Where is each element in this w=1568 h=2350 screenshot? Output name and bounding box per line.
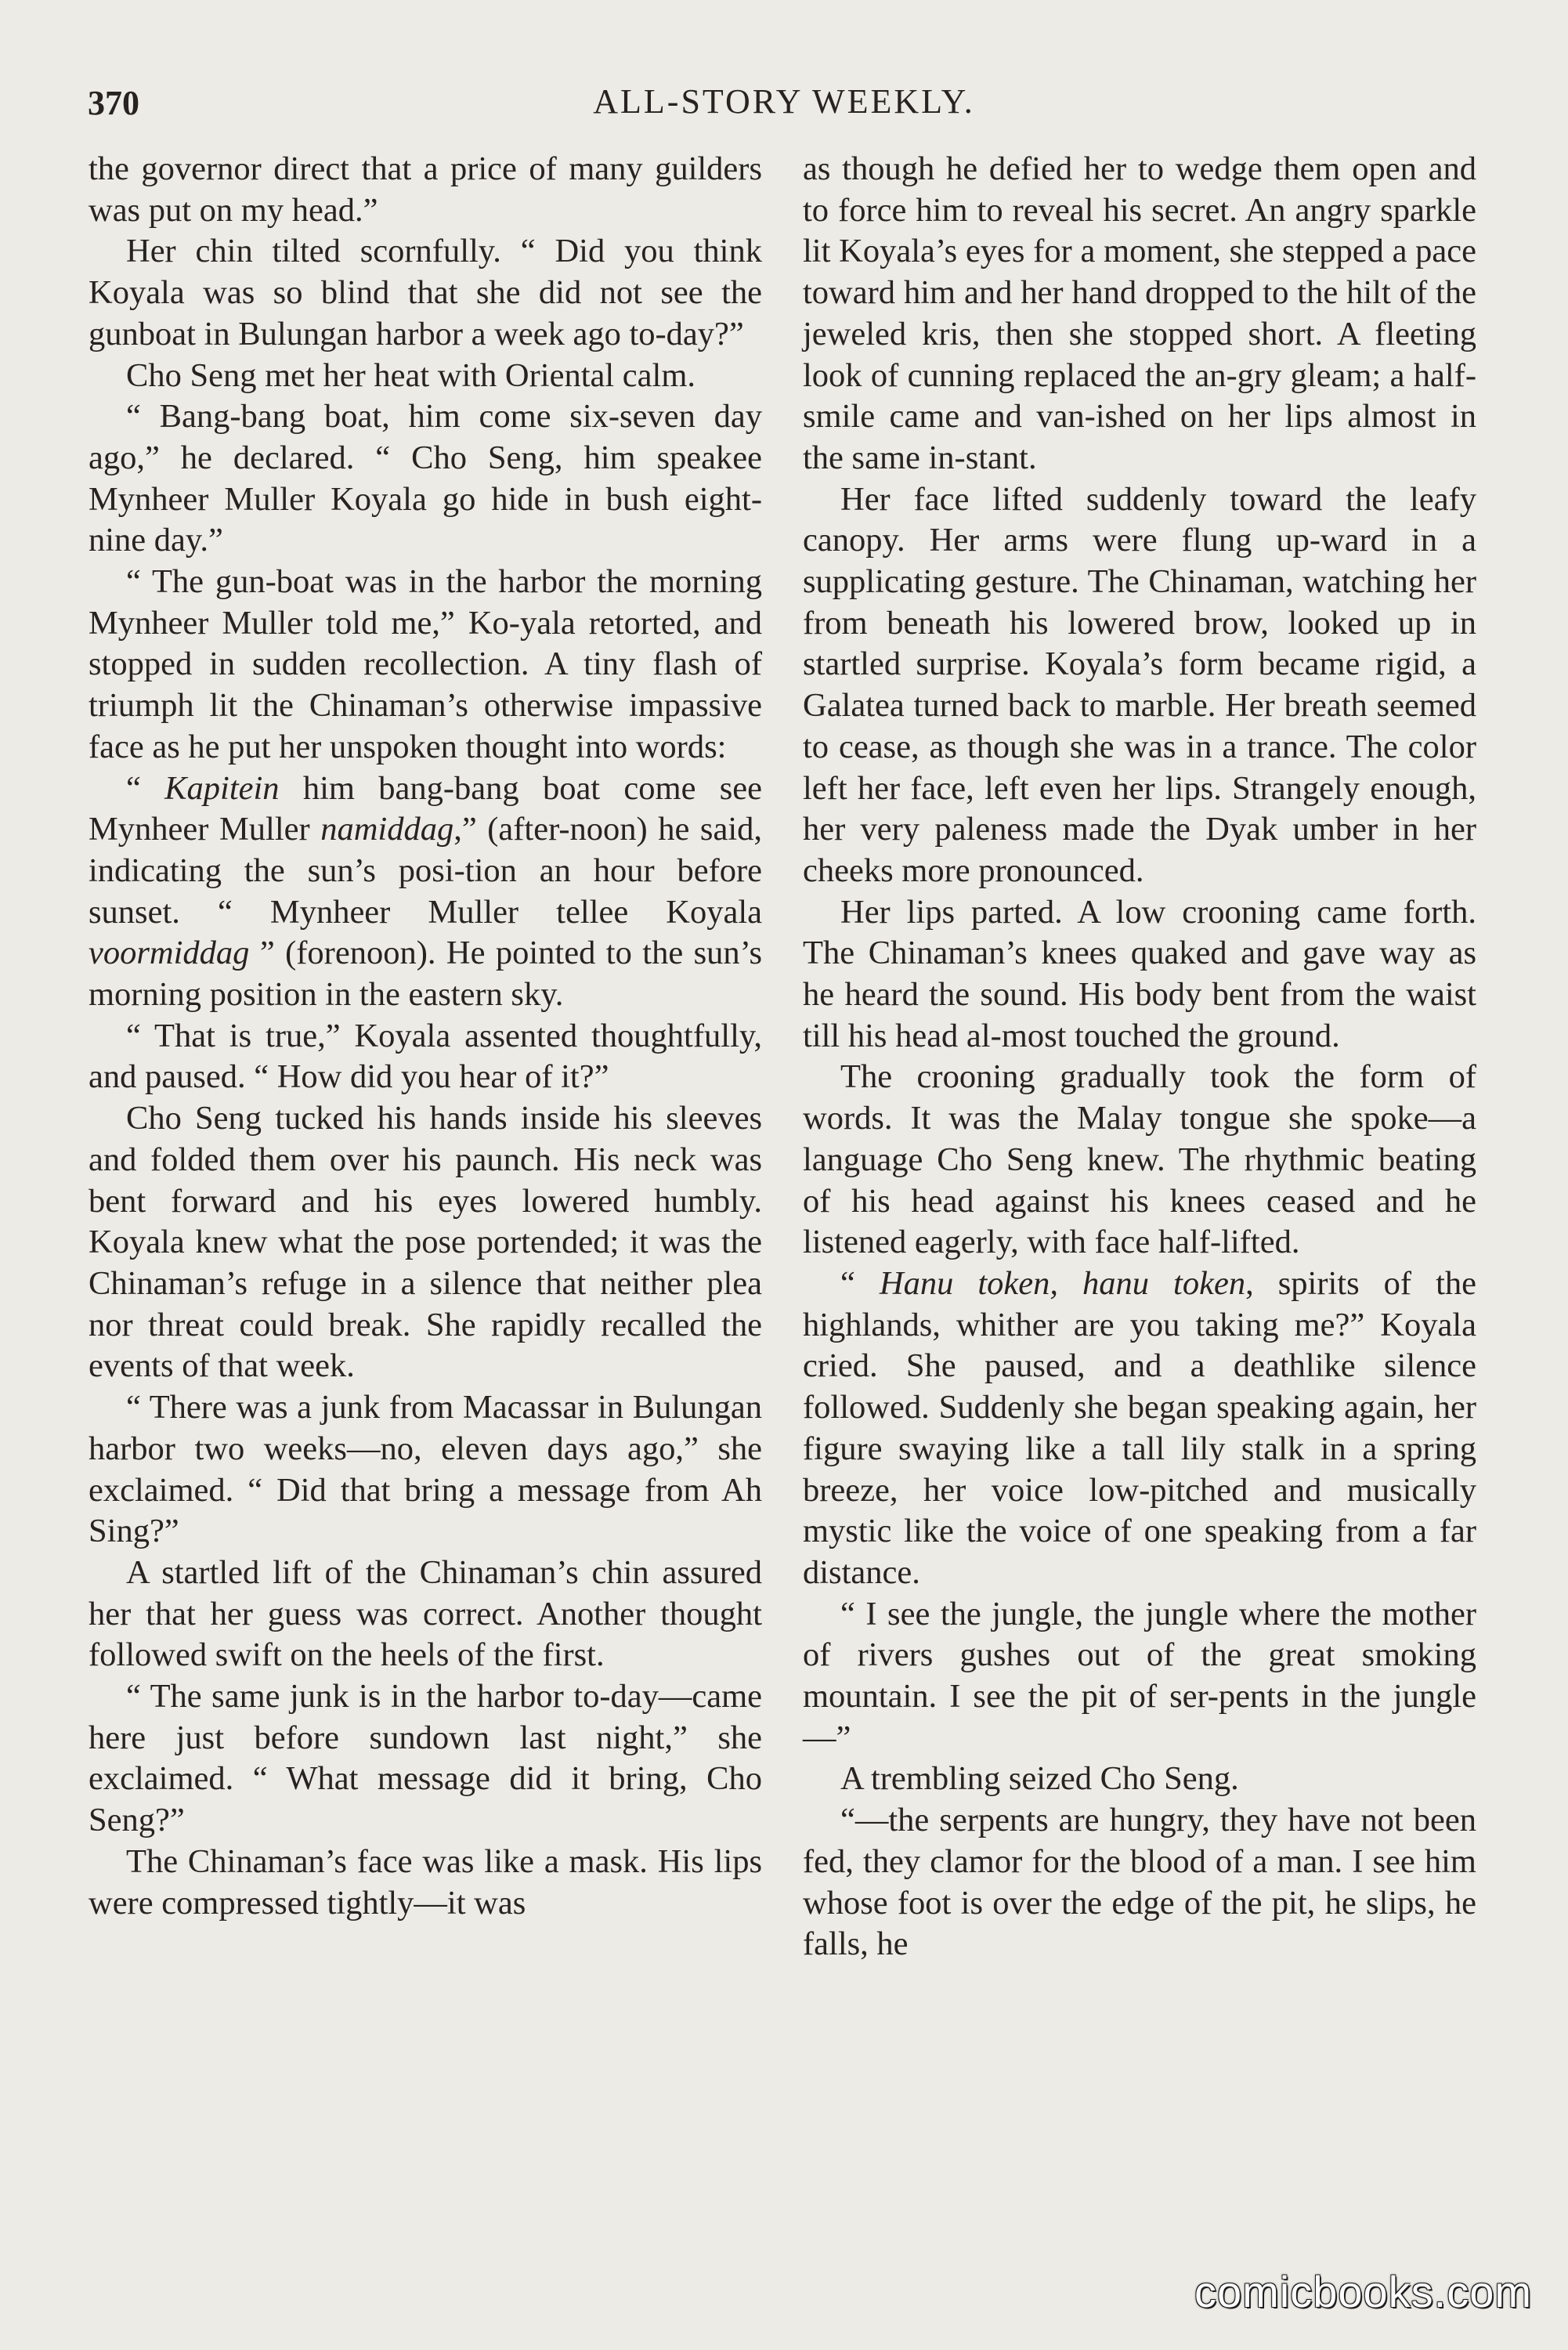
paragraph: Her face lifted suddenly toward the leafy canopy. Her arms were flung up-ward in a supplicating gesture. The Chinaman, watching her from beneath his lowered brow, looked up in startled surprise. Koyala’s form became rigid, a Galatea turned back to marble. Her breath seemed to cease, as though she was in a trance. The color left her face, left even her lips. Strangely enough, her very paleness made the Dyak umber in her cheeks more pronounced. [803, 480, 1476, 889]
text-column-left [89, 149, 762, 1924]
paragraph: Her chin tilted scornfully. “ Did you think Koyala was so blind that she did not see the gunboat in Bulungan harbor a week ago to-day?” [89, 233, 762, 352]
paragraph: “ I see the jungle, the jungle where the mother of rivers gushes out of the great smoking mountain. I see the pit of ser-pents in the jungle—” [803, 1595, 1476, 1756]
page-number: 370 [88, 84, 139, 122]
paragraph: “ There was a junk from Macassar in Bulungan harbor two weeks—no, eleven days ago,” she exclaimed. “ Did that bring a message from Ah Sing?” [89, 1389, 762, 1550]
paragraph: “—the serpents are hungry, they have not been fed, they clamor for the blood of a man. I see him whose foot is over the edge of the pit, he slips, he falls, he [803, 1802, 1476, 1963]
paragraph: Cho Seng met her heat with Oriental calm. [126, 356, 696, 394]
watermark: comicbooks.com [1194, 2267, 1532, 2316]
paragraph: Her lips parted. A low crooning came forth. The Chinaman’s knees quaked and gave way as he heard the sound. His body bent from the waist till his head al-most touched the ground. [803, 893, 1476, 1054]
text-column-right [803, 149, 1476, 1965]
paragraph: “ Hanu token, hanu token, spirits of the highlands, whither are you taking me?” Koyala cried. She paused, and a deathlike silence followed. Suddenly she began speaking again, her figure swaying like a tall lily stalk in a spring breeze, her voice low-pitched and musically mystic like the voice of one speaking from a far distance. [803, 1264, 1477, 1591]
paragraph: Cho Seng tucked his hands inside his sleeves and folded them over his paunch. His neck was bent forward and his eyes lowered humbly. Koyala knew what the pose portended; it was the Chinaman’s refuge in a silence that neither plea nor threat could break. She rapidly recalled the events of that week. [89, 1100, 762, 1385]
paragraph: The crooning gradually took the form of words. It was the Malay tongue she spoke—a language Cho Seng knew. The rhythmic beating of his head against his knees ceased and he listened eagerly, with face half-lifted. [803, 1058, 1476, 1261]
paragraph: the governor direct that a price of many guilders was put on my head.” [89, 150, 762, 229]
paragraph: “ The same junk is in the harbor to-day—came here just before sundown last night,” she exclaimed. “ What message did it bring, Cho Seng?” [89, 1678, 762, 1839]
paragraph: “ The gun-boat was in the harbor the morning Mynheer Muller told me,” Ko-yala retorted, and stopped in sudden recollection. A tiny flash of triumph lit the Chinaman’s otherwise impassive face as he put her unspoken thought into words: [89, 563, 762, 765]
paragraph: A trembling seized Cho Seng. [840, 1760, 1239, 1798]
paragraph: The Chinaman’s face was like a mask. His lips were compressed tightly—it was [89, 1842, 762, 1922]
paragraph: “ That is true,” Koyala assented thoughtfully, and paused. “ How did you hear of it?” [89, 1017, 762, 1096]
running-head-title: ALL-STORY WEEKLY. [593, 82, 975, 121]
paragraph: “ Kapitein him bang-bang boat come see Mynheer Muller namiddag,” (after-noon) he said, indicating the sun’s posi-tion an hour before sunset. “ Mynheer Muller tellee Koyala voormiddag ” (forenoon). He pointed to the sun’s morning position in the eastern sky. [89, 769, 763, 1014]
paragraph: A startled lift of the Chinaman’s chin assured her that her guess was correct. Another thought followed swift on the heels of the first. [89, 1553, 762, 1674]
paragraph: as though he defied her to wedge them open and to force him to reveal his secret. An angry sparkle lit Koyala’s eyes for a moment, she stepped a pace toward him and her hand dropped to the hilt of the jeweled kris, then she stopped short. A fleeting look of cunning replaced the an-gry gleam; a half-smile came and van-ished on her lips almost in the same in-stant. [803, 150, 1476, 476]
paragraph: “ Bang-bang boat, him come six-seven day ago,” he declared. “ Cho Seng, him speakee Mynheer Muller Koyala go hide in bush eight-nine day.” [89, 398, 762, 559]
